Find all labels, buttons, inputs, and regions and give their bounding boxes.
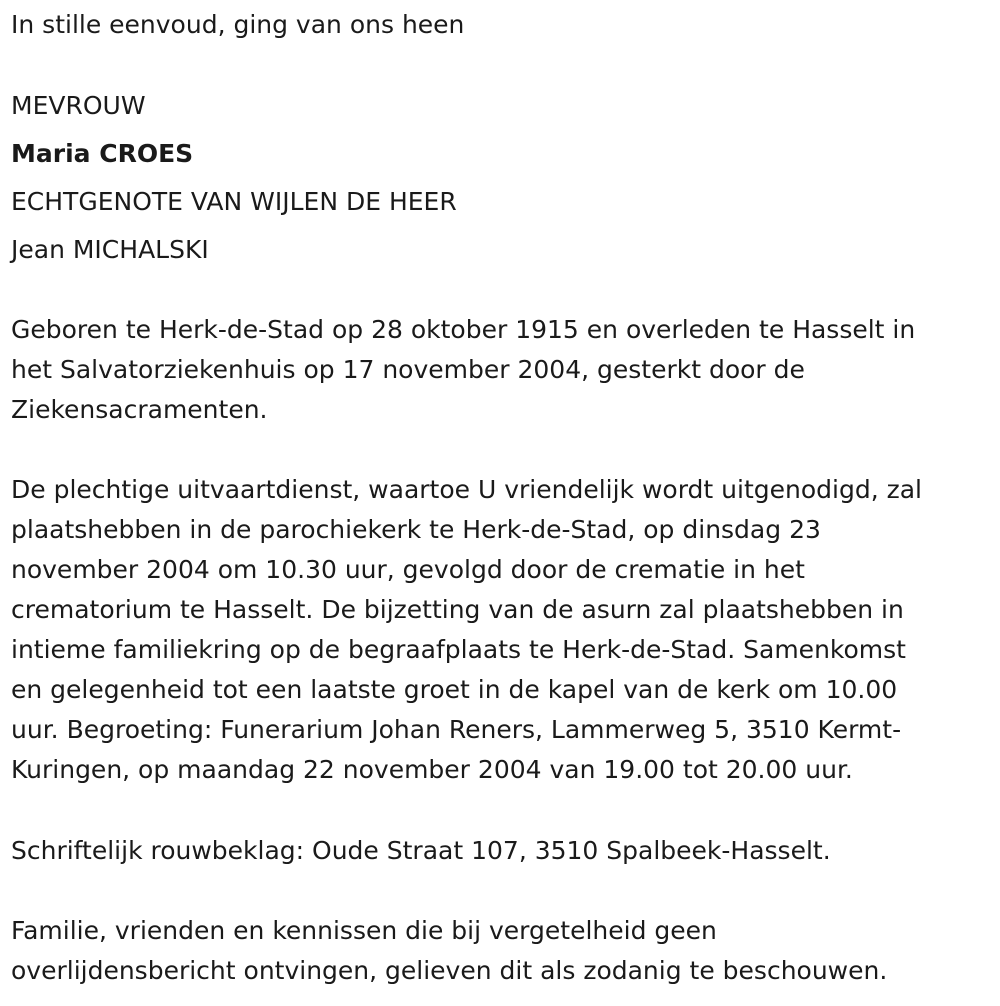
paragraph-line: Kuringen, op maandag 22 november 2004 van 19.00 tot 20.00 uur. [11,755,853,784]
paragraph-line: intieme familiekring op de begraafplaats te Herk-de-Stad. Samenkomst [11,635,906,664]
paragraph-line: het Salvatorziekenhuis op 17 november 2004, gesterkt door de [11,355,805,384]
birth-death-paragraph [11,310,986,430]
honorific: MEVROUW [11,91,146,120]
paragraph-line: overlijdensbericht ontvingen, gelieven dit als zodanig te beschouwen. [11,956,888,985]
family-paragraph [11,911,986,991]
paragraph-line: november 2004 om 10.30 uur, gevolgd door de crematie in het [11,555,805,584]
paragraph-line: crematorium te Hasselt. De bijzetting van de asurn zal plaatshebben in [11,595,904,624]
paragraph-line: Geboren te Herk-de-Stad op 28 oktober 1915 en overleden te Hasselt in [11,315,916,344]
paragraph-line: De plechtige uitvaartdienst, waartoe U vriendelijk wordt uitgenodigd, zal [11,475,922,504]
paragraph-line: plaatshebben in de parochiekerk te Herk-de-Stad, op dinsdag 23 [11,515,821,544]
paragraph-line: Familie, vrienden en kennissen die bij vergetelheid geen [11,916,717,945]
paragraph-line: Ziekensacramenten. [11,395,268,424]
funeral-service-paragraph [11,470,986,790]
deceased-name: Maria CROES [11,139,194,168]
paragraph-line: uur. Begroeting: Funerarium Johan Reners, Lammerweg 5, 3510 Kermt- [11,715,902,744]
relation-line: ECHTGENOTE VAN WIJLEN DE HEER [11,187,457,216]
paragraph-line: en gelegenheid tot een laatste groet in de kapel van de kerk om 10.00 [11,675,898,704]
spouse-name: Jean MICHALSKI [11,235,209,264]
condolence-paragraph [11,831,986,871]
intro-line: In stille eenvoud, ging van ons heen [11,10,465,39]
condolence-address: Schriftelijk rouwbeklag: Oude Straat 107, 3510 Spalbeek-Hasselt. [11,836,831,865]
